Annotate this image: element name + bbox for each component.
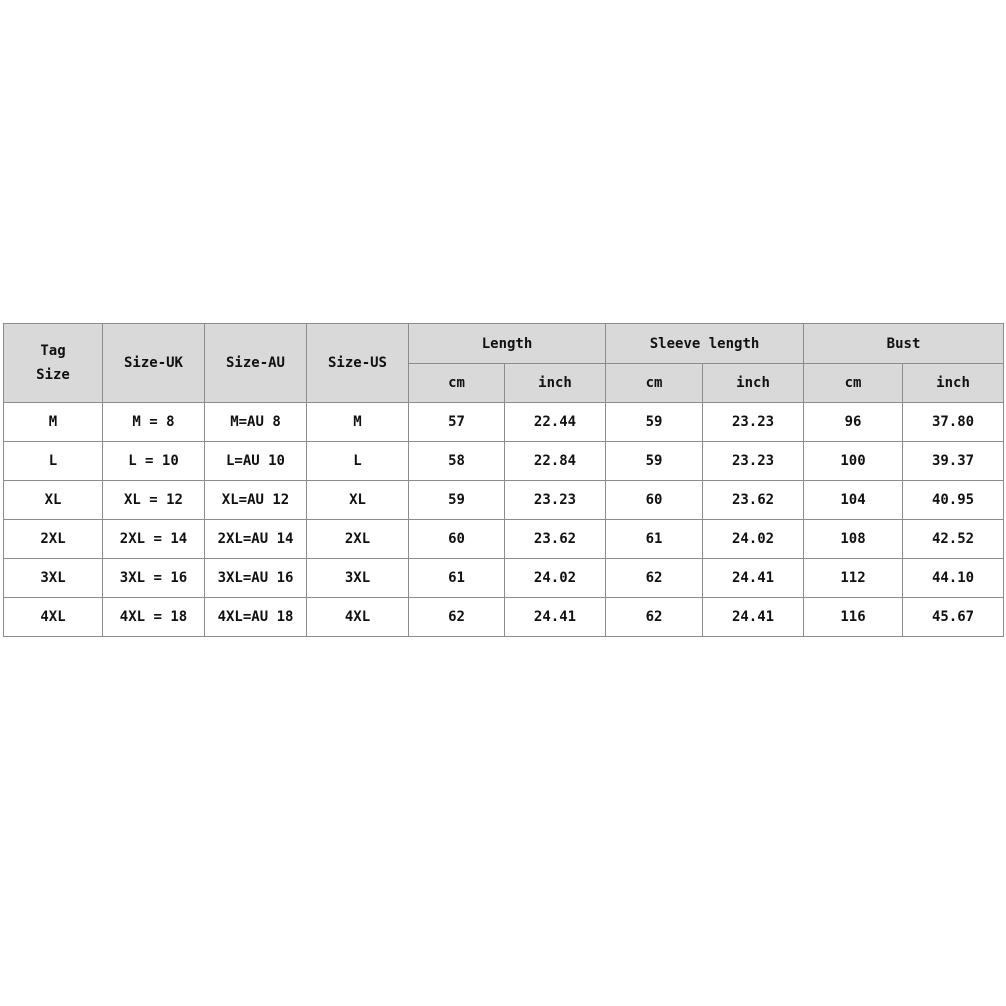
table-header <box>4 324 1004 403</box>
cell-size-us: XL <box>307 481 409 520</box>
header-tag-size-line1: Tag <box>40 343 66 359</box>
cell-length-inch: 22.84 <box>505 442 606 481</box>
cell-size-au: 3XL=AU 16 <box>205 559 307 598</box>
cell-bust-cm: 96 <box>804 403 903 442</box>
cell-bust-inch: 39.37 <box>903 442 1004 481</box>
cell-bust-inch: 37.80 <box>903 403 1004 442</box>
cell-bust-cm: 112 <box>804 559 903 598</box>
table-row <box>4 559 1004 598</box>
table-row <box>4 403 1004 442</box>
cell-size-au: XL=AU 12 <box>205 481 307 520</box>
cell-length-inch: 23.23 <box>505 481 606 520</box>
cell-sleeve-cm: 62 <box>606 598 703 637</box>
header-unit-length-inch: inch <box>505 364 606 403</box>
cell-length-cm: 62 <box>409 598 505 637</box>
header-row-groups <box>4 324 1004 364</box>
cell-size-uk: 3XL = 16 <box>103 559 205 598</box>
cell-length-cm: 60 <box>409 520 505 559</box>
cell-size-uk: L = 10 <box>103 442 205 481</box>
header-bust: Bust <box>804 324 1004 364</box>
cell-tag-size: 3XL <box>4 559 103 598</box>
cell-length-inch: 22.44 <box>505 403 606 442</box>
cell-sleeve-inch: 24.41 <box>703 598 804 637</box>
cell-size-uk: M = 8 <box>103 403 205 442</box>
cell-size-au: L=AU 10 <box>205 442 307 481</box>
cell-sleeve-cm: 59 <box>606 442 703 481</box>
cell-bust-cm: 108 <box>804 520 903 559</box>
cell-bust-inch: 40.95 <box>903 481 1004 520</box>
cell-length-inch: 24.41 <box>505 598 606 637</box>
header-size-au: Size-AU <box>205 324 307 403</box>
header-tag-size <box>4 324 103 403</box>
cell-bust-inch: 44.10 <box>903 559 1004 598</box>
cell-length-inch: 24.02 <box>505 559 606 598</box>
header-size-us: Size-US <box>307 324 409 403</box>
cell-bust-cm: 116 <box>804 598 903 637</box>
header-unit-sleeve-inch: inch <box>703 364 804 403</box>
cell-size-us: 2XL <box>307 520 409 559</box>
cell-bust-inch: 42.52 <box>903 520 1004 559</box>
header-sleeve-length: Sleeve length <box>606 324 804 364</box>
table-row <box>4 442 1004 481</box>
cell-sleeve-inch: 24.41 <box>703 559 804 598</box>
cell-sleeve-inch: 23.62 <box>703 481 804 520</box>
cell-size-uk: XL = 12 <box>103 481 205 520</box>
cell-sleeve-cm: 60 <box>606 481 703 520</box>
cell-tag-size: M <box>4 403 103 442</box>
cell-length-cm: 59 <box>409 481 505 520</box>
table-body <box>4 403 1004 637</box>
cell-length-cm: 61 <box>409 559 505 598</box>
cell-size-us: 4XL <box>307 598 409 637</box>
size-chart-table <box>3 323 1004 637</box>
cell-sleeve-cm: 62 <box>606 559 703 598</box>
header-unit-sleeve-cm: cm <box>606 364 703 403</box>
cell-length-cm: 58 <box>409 442 505 481</box>
cell-size-us: 3XL <box>307 559 409 598</box>
cell-tag-size: 4XL <box>4 598 103 637</box>
cell-tag-size: 2XL <box>4 520 103 559</box>
cell-sleeve-cm: 61 <box>606 520 703 559</box>
table-row <box>4 481 1004 520</box>
header-length: Length <box>409 324 606 364</box>
cell-size-uk: 4XL = 18 <box>103 598 205 637</box>
table-row <box>4 520 1004 559</box>
cell-tag-size: L <box>4 442 103 481</box>
header-unit-bust-inch: inch <box>903 364 1004 403</box>
cell-size-au: 4XL=AU 18 <box>205 598 307 637</box>
cell-bust-inch: 45.67 <box>903 598 1004 637</box>
cell-sleeve-cm: 59 <box>606 403 703 442</box>
table-row <box>4 598 1004 637</box>
header-tag-size-line2: Size <box>36 367 70 383</box>
cell-sleeve-inch: 24.02 <box>703 520 804 559</box>
cell-bust-cm: 100 <box>804 442 903 481</box>
header-size-uk: Size-UK <box>103 324 205 403</box>
cell-tag-size: XL <box>4 481 103 520</box>
cell-length-inch: 23.62 <box>505 520 606 559</box>
cell-size-au: M=AU 8 <box>205 403 307 442</box>
cell-size-uk: 2XL = 14 <box>103 520 205 559</box>
header-unit-length-cm: cm <box>409 364 505 403</box>
cell-length-cm: 57 <box>409 403 505 442</box>
cell-size-us: M <box>307 403 409 442</box>
cell-sleeve-inch: 23.23 <box>703 403 804 442</box>
cell-size-au: 2XL=AU 14 <box>205 520 307 559</box>
cell-size-us: L <box>307 442 409 481</box>
cell-sleeve-inch: 23.23 <box>703 442 804 481</box>
cell-bust-cm: 104 <box>804 481 903 520</box>
header-unit-bust-cm: cm <box>804 364 903 403</box>
